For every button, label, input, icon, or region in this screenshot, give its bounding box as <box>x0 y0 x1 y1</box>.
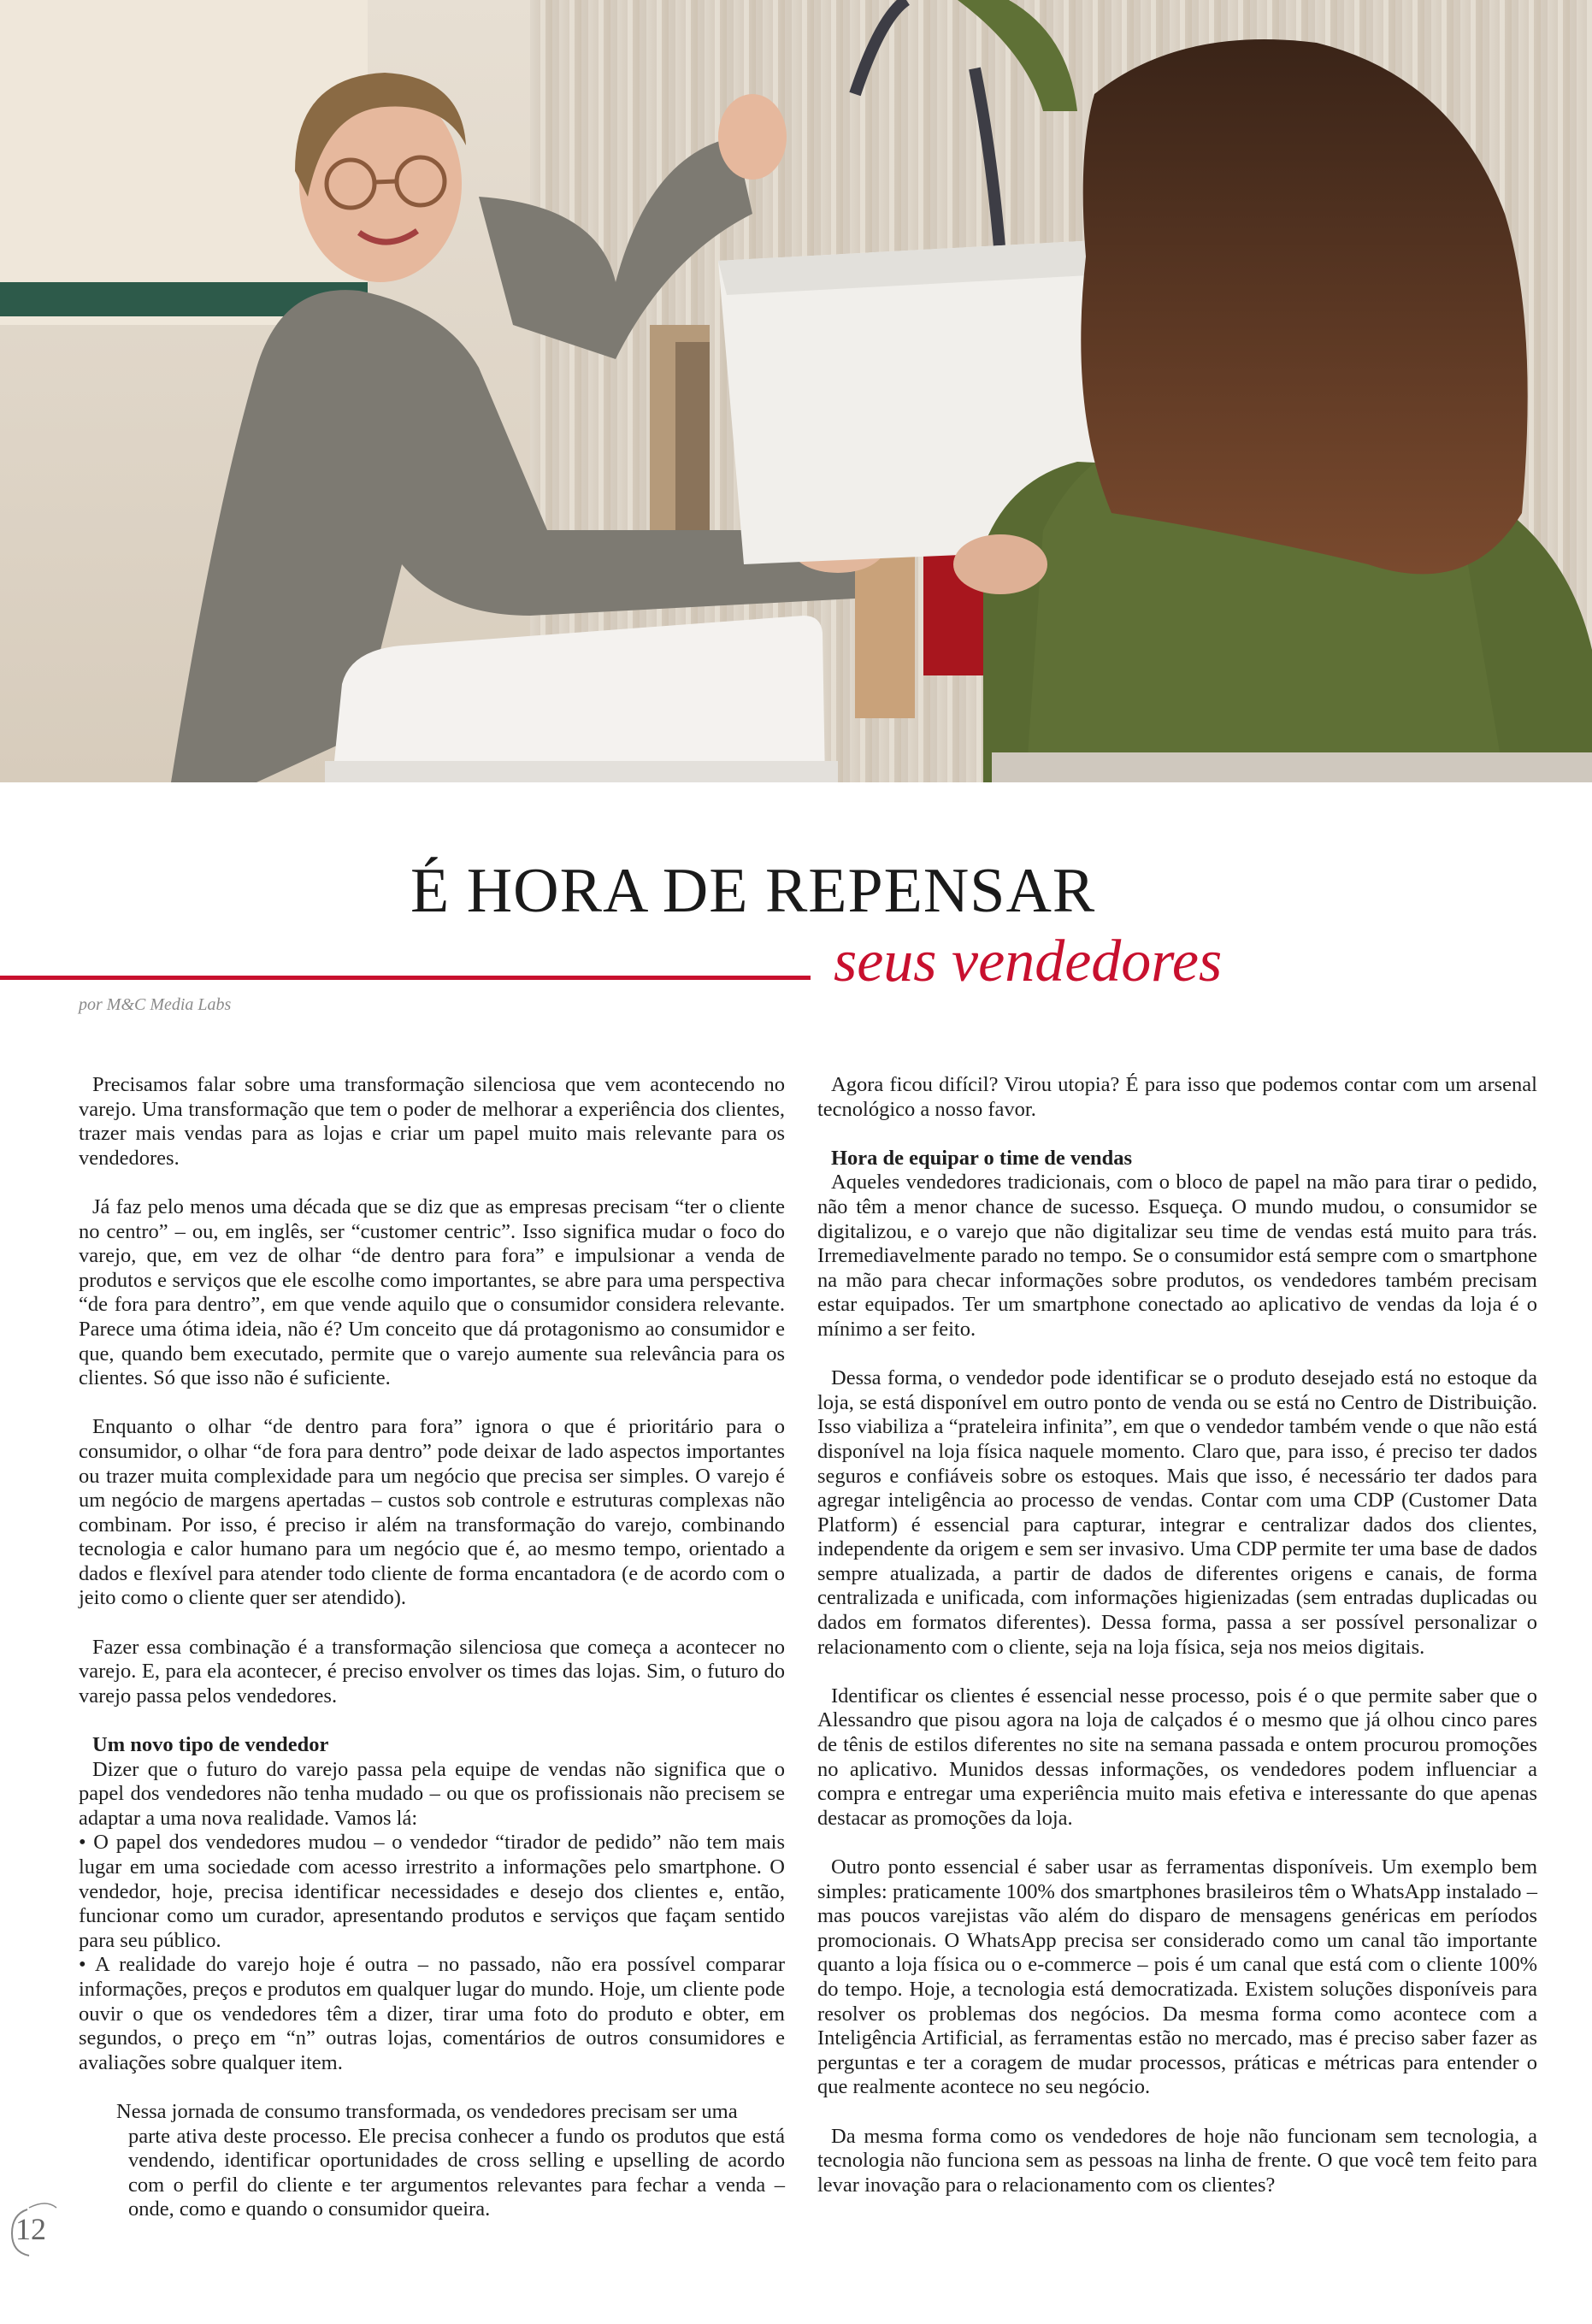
article-subtitle: seus vendedores <box>834 929 1223 994</box>
paragraph-body: parte ativa deste processo. Ele precisa conhecer a fundo os produtos que está vendendo, identificar oportunidades de cross selling e upselling de acordo com o perfil do cliente e ter argumentos relevantes para fechar a venda – onde, como e quando o consumidor queira. <box>128 2124 785 2221</box>
paragraph: Aqueles vendedores tradicionais, com o bloco de papel na mão para tirar o pedido, não têm a menor chance de sucesso. Esqueça. O mundo mudou, o consumidor se digitalizou, e o varejo que não digitalizar seu time de vendas está muito para trás. Irremediavelmente parado no tempo. Se o consumidor está sempre com o smartphone na mão para checar informações sobre produtos, os vendedores também precisam estar equipados. Ter um smartphone conectado ao aplicativo de vendas da loja é o mínimo a ser feito. <box>817 1171 1537 1341</box>
paragraph-first-line: Nessa jornada de consumo transformada, os vendedores precisam ser uma <box>116 2099 738 2123</box>
closing-paragraph <box>79 2100 785 2222</box>
paragraph: Da mesma forma como os vendedores de hoje não funcionam sem tecnologia, a tecnologia não funciona sem as pessoas na linha de frente. O que você tem feito para levar inovação para o relacionamento com os clientes? <box>817 2124 1537 2197</box>
right-column <box>817 1073 1537 2197</box>
paragraph: Outro ponto essencial é saber usar as ferramentas disponíveis. Um exemplo bem simples: praticamente 100% dos smartphones brasileiros têm o WhatsApp instalado – mas poucos varejistas vão além do disparo de mensagens genéricas em períodos promocionais. O WhatsApp precisa ser considerado como um canal tão importante quanto a loja física ou o e-commerce – pois é um canal que está com o cliente 100% do tempo. Hoje, a tecnologia está democratizada. Existem soluções disponíveis para resolver os problemas dos negócios. Da mesma forma como acontece com a Inteligência Artificial, as ferramentas estão no mercado, mas é preciso saber fazer as perguntas e ter a coragem de mudar processos, práticas e métricas para entender o que realmente acontece no seu negócio. <box>817 1855 1537 2099</box>
bullet-item: • O papel dos vendedores mudou – o vendedor “tirador de pedido” não tem mais lugar em uma sociedade com acesso irrestrito a informações pelo smartphone. O vendedor, hoje, precisa identificar necessidades e desejo dos clientes e, então, funcionar como um curador, apresentando produtos e serviços que façam sentido para seu público. <box>79 1831 785 1952</box>
hero-photo <box>0 0 1592 782</box>
paragraph: Já faz pelo menos uma década que se diz que as empresas precisam “ter o cliente no centro” – ou, em inglês, ser “customer centric”. Isso significa mudar o foco do varejo, que, em vez de olhar “de dentro para fora” e impulsionar a venda de produtos e serviços que ele escolhe como importantes, se abre para uma perspectiva “de fora para dentro”, em que vende aquilo que o consumidor considera relevante. Parece uma ótima ideia, não é? Um conceito que dá protagonismo ao consumidor e que, quando bem executado, permite que o varejo aumente sua relevância para os clientes. Só que isso não é suficiente. <box>79 1194 785 1390</box>
left-column <box>79 1073 785 2222</box>
section-heading: Um novo tipo de vendedor <box>92 1733 329 1757</box>
paragraph: Precisamos falar sobre uma transformação silenciosa que vem acontecendo no varejo. Uma transformação que tem o poder de melhorar a experiência dos clientes, trazer mais vendas para as lojas e criar um papel muito mais relevante para os vendedores. <box>79 1073 785 1170</box>
bullet-item: • A realidade do varejo hoje é outra – no passado, não era possível comparar informações, preços e produtos em qualquer lugar do mundo. Hoje, um cliente pode ouvir o que os vendedores têm a dizer, tirar uma foto do produto e obter, em segundos, o preço em “n” outras lojas, comentários de outros consumidores e avaliações sobre qualquer item. <box>79 1953 785 2074</box>
title-underline <box>0 976 811 980</box>
paragraph: Enquanto o olhar “de dentro para fora” ignora o que é prioritário para o consumidor, o olhar “de fora para dentro” pode deixar de lado aspectos importantes ou trazer muita complexidade para um negócio que precisa ser simples. O varejo é um negócio de margens apertadas – custos sob controle e estruturas complexas não combinam. Por isso, é preciso ir além na transformação do varejo, combinando tecnologia e calor humano para um negócio que é, ao mesmo tempo, orientado a dados e flexível para atender todo cliente de forma encantadora (e de acordo com o jeito como o cliente quer ser atendido). <box>79 1415 785 1610</box>
section-heading: Hora de equipar o time de vendas <box>831 1146 1133 1170</box>
page-number-text: 12 <box>15 2212 46 2246</box>
paragraph: Identificar os clientes é essencial nesse processo, pois é o que permite saber que o Alessandro que pisou agora na loja de calçados é o mesmo que já olhou cinco pares de tênis de estilos diferentes no site na semana passada e ontem procurou promoções no aplicativo. Munidos dessas informações, os vendedores podem influenciar a compra e entregar uma experiência muito mais efetiva e interessante do que apenas destacar as promoções da loja. <box>817 1684 1537 1830</box>
article-title: É HORA DE REPENSAR <box>410 856 1096 926</box>
paragraph: Dizer que o futuro do varejo passa pela equipe de vendas não significa que o papel dos vendedores não tenha mudado – ou que os profissionais não precisem se adaptar a uma nova realidade. Vamos lá: <box>79 1757 785 1830</box>
paragraph: Fazer essa combinação é a transformação silenciosa que começa a acontecer no varejo. E, para ela acontecer, é preciso envolver os times das lojas. Sim, o futuro do varejo passa pelos vendedores. <box>79 1635 785 1708</box>
page-number <box>3 2199 60 2259</box>
paragraph: Dessa forma, o vendedor pode identificar se o produto desejado está no estoque da loja, se está disponível em outro ponto de venda ou se está no Centro de Distribuição. Isso viabiliza a “prateleira infinita”, em que o vendedor também vende o que não está disponível na loja física naquele momento. Claro que, para isso, é preciso ter dados seguros e confiáveis sobre os estoques. Mais que isso, é necessário ter dados para agregar inteligência ao processo de vendas. Contar com uma CDP (Customer Data Platform) é essencial para capturar, integrar e centralizar dados dos clientes, independente da origem e sem ser invasivo. Uma CDP permite ter uma base de dados sempre atualizada, a partir de dados de diferentes origens e canais, de forma centralizada e unificada, com informações higienizadas (sem entradas duplicadas ou dados em formatos diferentes). Dessa forma, passa a ser possível personalizar o relacionamento com o cliente, seja na loja física, seja nos meios digitais. <box>817 1366 1537 1659</box>
paragraph: Agora ficou difícil? Virou utopia? É para isso que podemos contar com um arsenal tecnológico a nosso favor. <box>817 1073 1537 1121</box>
byline: por M&C Media Labs <box>79 995 232 1014</box>
